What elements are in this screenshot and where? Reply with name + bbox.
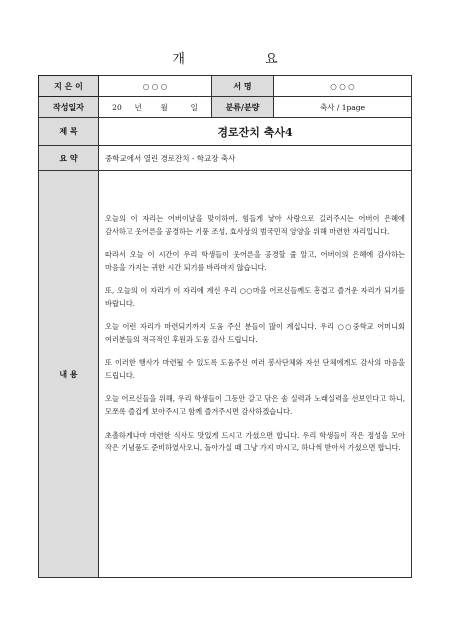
date-value (99, 97, 212, 118)
summary-label: 요 약 (39, 146, 99, 171)
author-value: ○ ○ ○ (99, 76, 212, 97)
author-label: 지 은 이 (39, 76, 99, 97)
subject-value: 경로잔치 축사4 (99, 118, 412, 146)
date-month-unit: 월 (160, 102, 168, 112)
name-label: 서 명 (212, 76, 274, 97)
content-paragraph: 따라서 오늘 이 시간이 우리 학생들이 웃어른을 공경할 줄 알고, 어버이의 은혜에 감사하는 마음을 가지는 귀한 시간 되기를 바라마지 않습니다. (105, 250, 405, 272)
summary-table (38, 75, 412, 578)
category-value: 축사 / 1page (274, 97, 412, 118)
content-paragraph: 초촐하게나마 마련한 식사도 맛있게 드시고 가셨으면 합니다. 우리 학생들이 작은 정성을 모아 작은 기념품도 준비하였사오니, 돌아가실 때 그냥 가지 마시고, 하나씩 받아서 가셨으면 합니다. (105, 430, 405, 453)
content-paragraph: 오늘의 이 자리는 어버이날을 맞이하여, 힘들게 낳아 사랑으로 길러주시는 어버이 은혜에 감사하고 웃어른을 공경하는 기풍 조성, 효사상의 범국민적 앙양을 위해 마련한 자리입니다. (105, 214, 405, 236)
content-label: 내 용 (39, 171, 99, 578)
content-paragraph: 오늘 어르신들을 위해, 우리 학생들이 그동안 갈고 닦은 솜 실력과 노래실력을 선보인다고 하니, 모쪼록 즐겁게 보아주시고 함께 즐겨주시면 감사하겠습니다. (105, 394, 405, 417)
content-paragraph: 또, 오늘의 이 자리가 이 자리에 계신 우리 ○○마을 어르신들께도 흥겹고 즐거운 자리가 되기를 바랍니다. (105, 286, 405, 308)
name-value: ○ ○ ○ (274, 76, 412, 97)
content-body (99, 171, 412, 578)
content-paragraph: 오늘 이런 자리가 마련되기까지 도움 주신 분들이 많이 계십니다. 우리 ○○중학교 어머니회 여러분들의 적극적인 후원과 도움 감사 드립니다. (105, 322, 405, 345)
document-title: 개 요 (172, 52, 316, 67)
date-year-unit: 년 (134, 102, 142, 112)
content-paragraph: 또 이러한 행사가 마련될 수 있도록 도움주신 여러 봉사단체와 자선 단체에게도 감사의 마음을 드립니다. (105, 358, 405, 381)
category-label: 분류/분량 (212, 97, 274, 118)
date-day-unit: 일 (190, 102, 198, 112)
date-year: 20 (112, 102, 122, 112)
subject-label: 제 목 (39, 118, 99, 146)
summary-value: 중학교에서 열린 경로잔치 - 학교장 축사 (99, 146, 412, 171)
date-label: 작성일자 (39, 97, 99, 118)
